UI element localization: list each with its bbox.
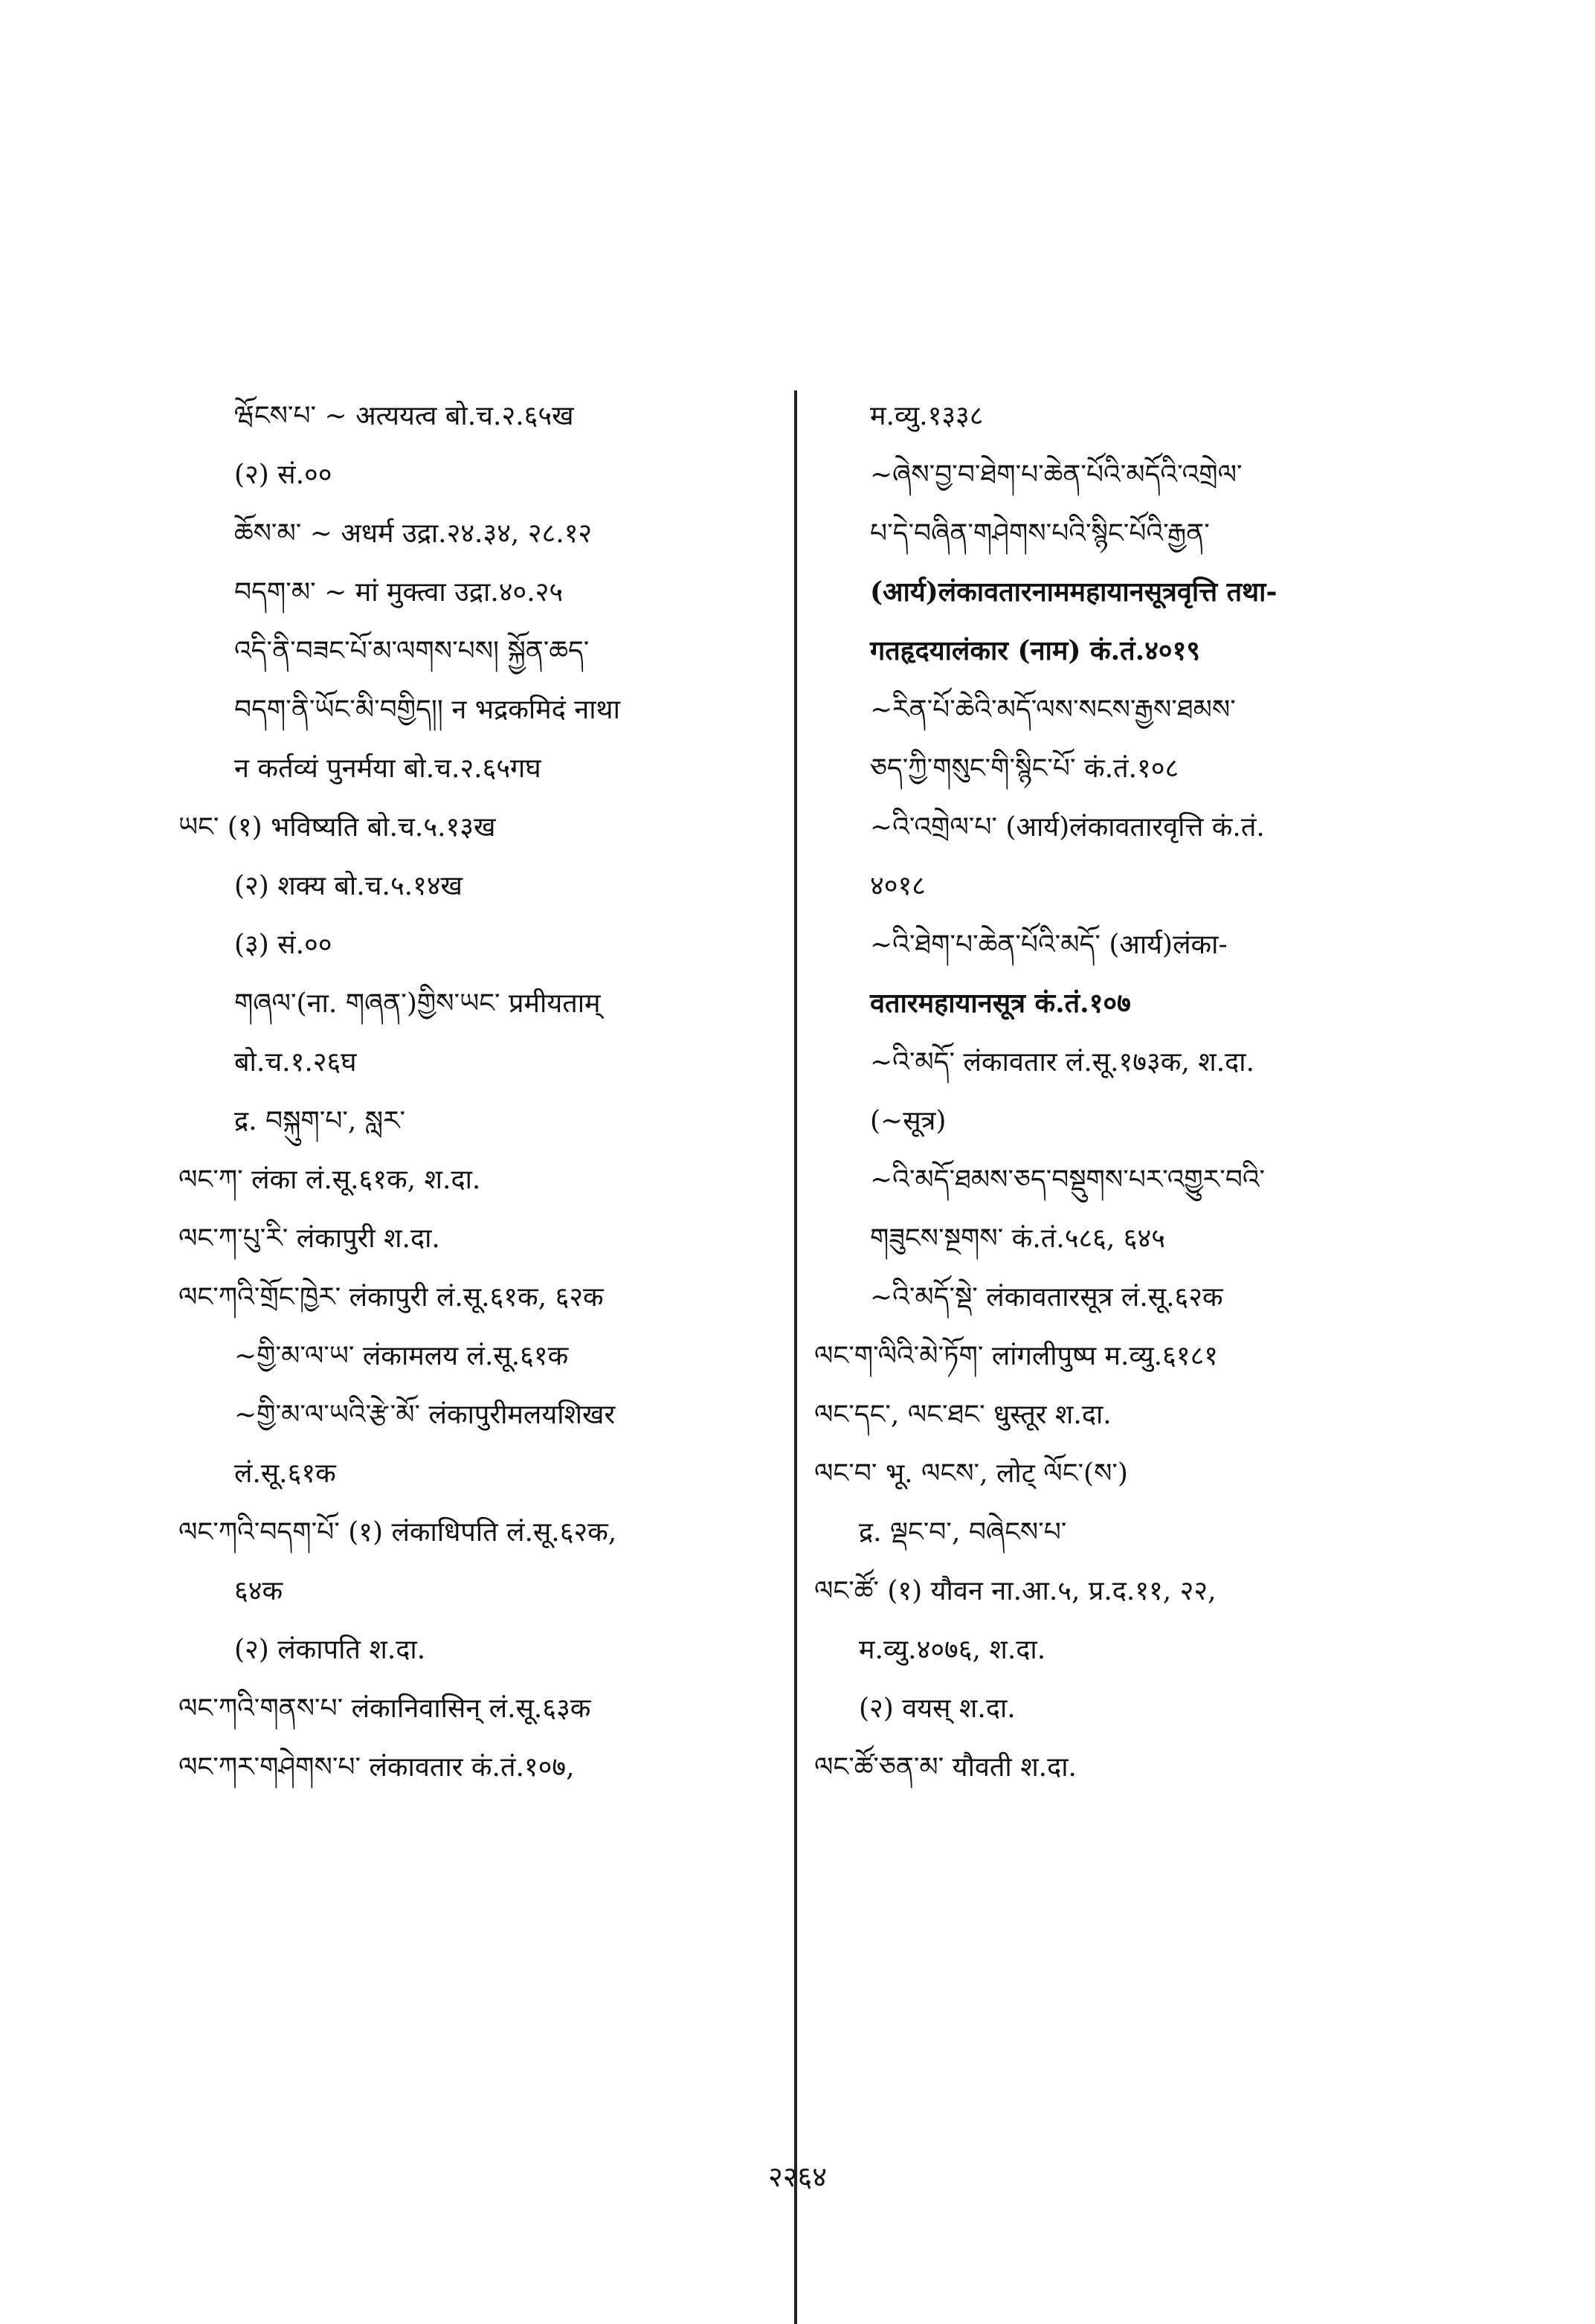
left-entry-line: བདག་ནི་ཡོང་མི་བགྱིད།། न भद्रकमिदं नाथा bbox=[234, 695, 620, 725]
page-number: २२६४ bbox=[767, 2160, 828, 2193]
left-entry-line: ཝོངས་པ་ ~ अत्ययत्व बो.च.२.६५ख bbox=[234, 401, 574, 431]
left-entry-line: ६४क bbox=[234, 1576, 283, 1606]
right-entry-line: गतहृदयालंकार (नाम) कं.तं.४०१९ bbox=[870, 635, 1201, 666]
left-entry-line: ལང་ཀ་ लंका लं.सू.६१क, श.दा. bbox=[178, 1165, 481, 1195]
left-entry-line: (२) सं.०० bbox=[234, 460, 332, 490]
right-entry-line: वतारमहायानसूत्र कं.तं.१०७ bbox=[870, 988, 1131, 1019]
left-entry-line: न कर्तव्यं पुनर्मया बो.च.२.६५गघ bbox=[234, 753, 541, 784]
right-entry-line: द्र. ལྡང་བ་, བཞེངས་པ་ bbox=[859, 1517, 1067, 1548]
left-entry-line: ཆོས་མ་ ~ अधर्म उद्रा.२४.३४, २८.१२ bbox=[234, 518, 593, 549]
left-entry-line: ~གྱི་མ་ལ་ཡའི་རྩེ་མོ་ लंकापुरीमलयशिखर bbox=[234, 1400, 616, 1430]
right-entry-line: ~ཞེས་བྱ་བ་ཐེག་པ་ཆེན་པོའི་མདོའི་འགྲེལ་ bbox=[870, 460, 1243, 490]
left-entry-line: ལང་ཀའི་གནས་པ་ लंकानिवासिन् लं.सू.६३क bbox=[178, 1693, 591, 1724]
right-entry-line: (२) वयस् श.दा. bbox=[859, 1693, 1016, 1724]
right-entry-line: གཟུངས་སྔགས་ कं.तं.५८६, ६४५ bbox=[870, 1223, 1165, 1254]
right-entry-line: म.व्यु.१३३८ bbox=[870, 401, 984, 431]
left-entry-line: ཡང་ (१) भविष्यति बो.च.५.१३ख bbox=[178, 812, 496, 843]
right-entry-line: ~འི་མདོ་ लंकावतार लं.सू.१७३क, श.दा. bbox=[870, 1047, 1255, 1078]
right-entry-line: ལང་བ་ भू. ལངས་, लोट् ལོང་(ས་) bbox=[814, 1458, 1128, 1489]
right-entry-line: ལང་དང་, ལང་ཐང་ धुस्तूर श.दा. bbox=[814, 1400, 1112, 1430]
right-entry-line: ४०१८ bbox=[870, 871, 926, 901]
right-entry-line: ~འི་མདོ་སྡེ་ लंकावतारसूत्र लं.सू.६२क bbox=[870, 1282, 1223, 1313]
left-entry-line: བདག་མ་ ~ मां मुक्त्वा उद्रा.४०.२५ bbox=[234, 577, 564, 608]
column-divider bbox=[794, 390, 797, 2324]
left-entry-line: གཞལ་(ना. གཞན་)གྱིས་ཡང་ प्रमीयताम् bbox=[234, 988, 601, 1019]
right-entry-line: ~འི་ཐེག་པ་ཆེན་པོའི་མདོ་ (आर्य)लंका- bbox=[870, 930, 1228, 960]
right-entry-line: म.व्यु.४०७६, श.दा. bbox=[859, 1635, 1046, 1665]
right-entry-line: ལང་ཚོ་ཅན་མ་ यौवती श.दा. bbox=[814, 1752, 1077, 1783]
left-entry-line: (३) सं.०० bbox=[234, 930, 332, 960]
left-entry-line: ལང་ཀའི་བདག་པོ་ (१) लंकाधिपति लं.सू.६२क, bbox=[178, 1517, 617, 1548]
right-entry-line: ལང་ཚོ་ (१) यौवन ना.आ.५, प्र.द.११, २२, bbox=[814, 1576, 1217, 1606]
right-entry-line: ~རིན་པོ་ཆེའི་མདོ་ལས་སངས་རྒྱས་ཐམས་ bbox=[870, 695, 1236, 725]
right-column bbox=[814, 387, 1431, 1797]
right-entry-line: (~सूत्र) bbox=[870, 1106, 947, 1136]
left-entry-line: द्र. བསྐུག་པ་, སླར་ bbox=[234, 1106, 406, 1136]
left-entry-line: बो.च.१.२६घ bbox=[234, 1047, 357, 1078]
left-entry-line: लं.सू.६१क bbox=[234, 1458, 336, 1489]
right-entry-line: ~འི་མདོ་ཐམས་ཅད་བསྡུགས་པར་འགྱུར་བའི་ bbox=[870, 1165, 1266, 1195]
left-entry-line: ~གྱི་མ་ལ་ཡ་ लंकामलय लं.सू.६१क bbox=[234, 1341, 569, 1371]
left-entry-line: (२) लंकापति श.दा. bbox=[234, 1635, 426, 1665]
right-entry-line: (आर्य)लंकावतारनाममहायानसूत्रवृत्ति तथा- bbox=[870, 576, 1277, 608]
left-column bbox=[178, 387, 788, 1797]
left-entry-line: (२) शक्य बो.च.५.१४ख bbox=[234, 871, 463, 901]
left-entry-line: ལང་ཀ་པུ་རི་ लंकापुरी श.दा. bbox=[178, 1223, 440, 1254]
left-entry-line: ལང་ཀར་གཤེགས་པ་ लंकावतार कं.तं.१०७, bbox=[178, 1752, 575, 1783]
right-entry-line: ཅད་ཀྱི་གསུང་གི་སྙིང་པོ་ कं.तं.१०८ bbox=[870, 753, 1179, 784]
left-entry-line: འདི་ནི་བཟང་པོ་མ་ལགས་པས། སྐྱོན་ཆད་ bbox=[234, 636, 590, 666]
right-entry-line: ལང་ག་ལིའི་མེ་ཏོག་ लांगलीपुष्प म.व्यु.६१८१ bbox=[814, 1341, 1219, 1371]
right-entry-line: ~འི་འགྲེལ་པ་ (आर्य)लंकावतारवृत्ति कं.तं. bbox=[870, 812, 1265, 843]
left-entry-line: ལང་ཀའི་གྲོང་ཁྱེར་ लंकापुरी लं.सू.६१क, ६२क bbox=[178, 1282, 604, 1313]
right-entry-line: པ་དེ་བཞིན་གཤེགས་པའི་སྙིང་པོའི་རྒྱན་ bbox=[870, 518, 1210, 549]
